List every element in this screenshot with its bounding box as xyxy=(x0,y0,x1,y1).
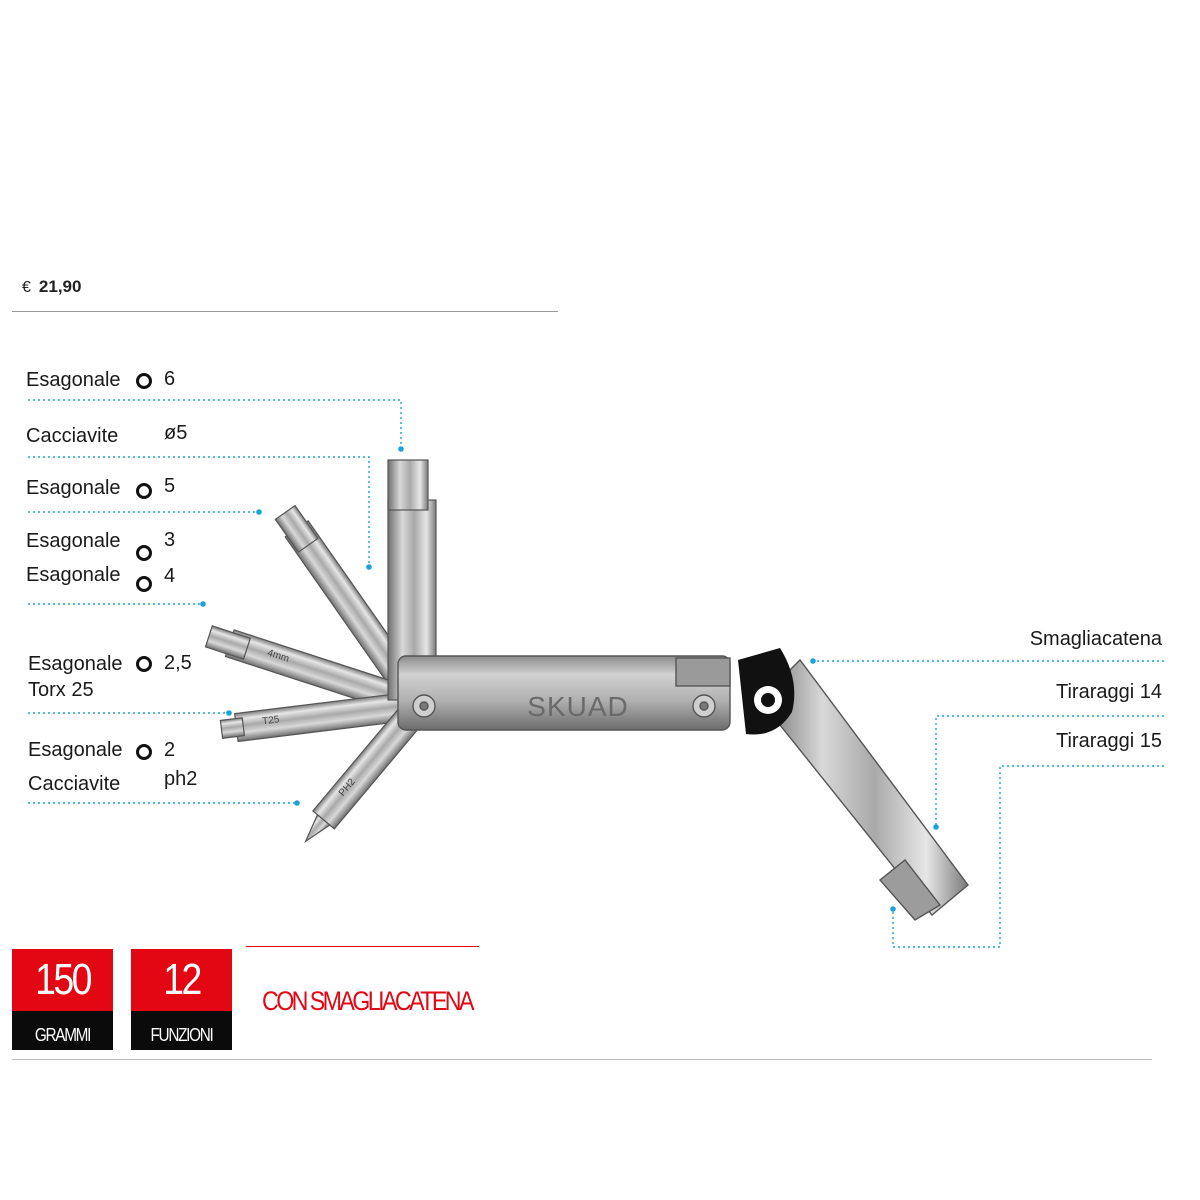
value-2-5: 2,5 xyxy=(164,652,192,674)
value-2: 2 xyxy=(164,739,176,761)
badge-weight-number: 150 xyxy=(20,949,106,1011)
bottom-divider xyxy=(12,1059,1152,1060)
brand-logo: SKUAD xyxy=(527,691,629,722)
label-esagonale-5: Esagonale xyxy=(26,477,121,499)
label-esagonale-2: Esagonale xyxy=(28,739,123,761)
label-esagonale-2-5: Esagonale xyxy=(28,653,123,675)
feature-tag: CON SMAGLIACATENA xyxy=(262,986,472,1016)
label-esagonale-6: Esagonale xyxy=(26,369,121,391)
value-4: 4 xyxy=(164,565,176,587)
label-smagliacatena: Smagliacatena xyxy=(1029,628,1162,650)
label-cacciavite-ph2: Cacciavite xyxy=(28,773,121,795)
badge-weight xyxy=(12,949,113,1050)
badge-weight-unit: GRAMMI xyxy=(34,1025,91,1045)
badge-functions xyxy=(131,949,232,1050)
currency-symbol: € xyxy=(22,279,31,296)
label-torx-25: Torx 25 xyxy=(28,679,94,701)
value-o5: ø5 xyxy=(164,422,188,444)
label-cacciavite-5: Cacciavite xyxy=(26,425,119,447)
bit-mark-4mm: 4mm xyxy=(265,647,291,665)
value-3: 3 xyxy=(164,529,176,551)
label-tiraraggi-14: Tiraraggi 14 xyxy=(1056,681,1162,703)
bit-mark-ph2: PH2 xyxy=(336,776,358,799)
feature-divider xyxy=(246,946,479,947)
badge-functions-unit: FUNZIONI xyxy=(150,1025,213,1045)
value-ph2: ph2 xyxy=(164,768,198,790)
label-esagonale-3: Esagonale xyxy=(26,530,121,552)
label-tiraraggi-15: Tiraraggi 15 xyxy=(1056,730,1162,752)
label-esagonale-4: Esagonale xyxy=(26,564,121,586)
value-6: 6 xyxy=(164,368,176,390)
bit-mark-t25: T25 xyxy=(261,714,281,728)
price-value: 21,90 xyxy=(38,277,82,296)
value-5: 5 xyxy=(164,475,176,497)
badge-functions-number: 12 xyxy=(139,949,225,1011)
